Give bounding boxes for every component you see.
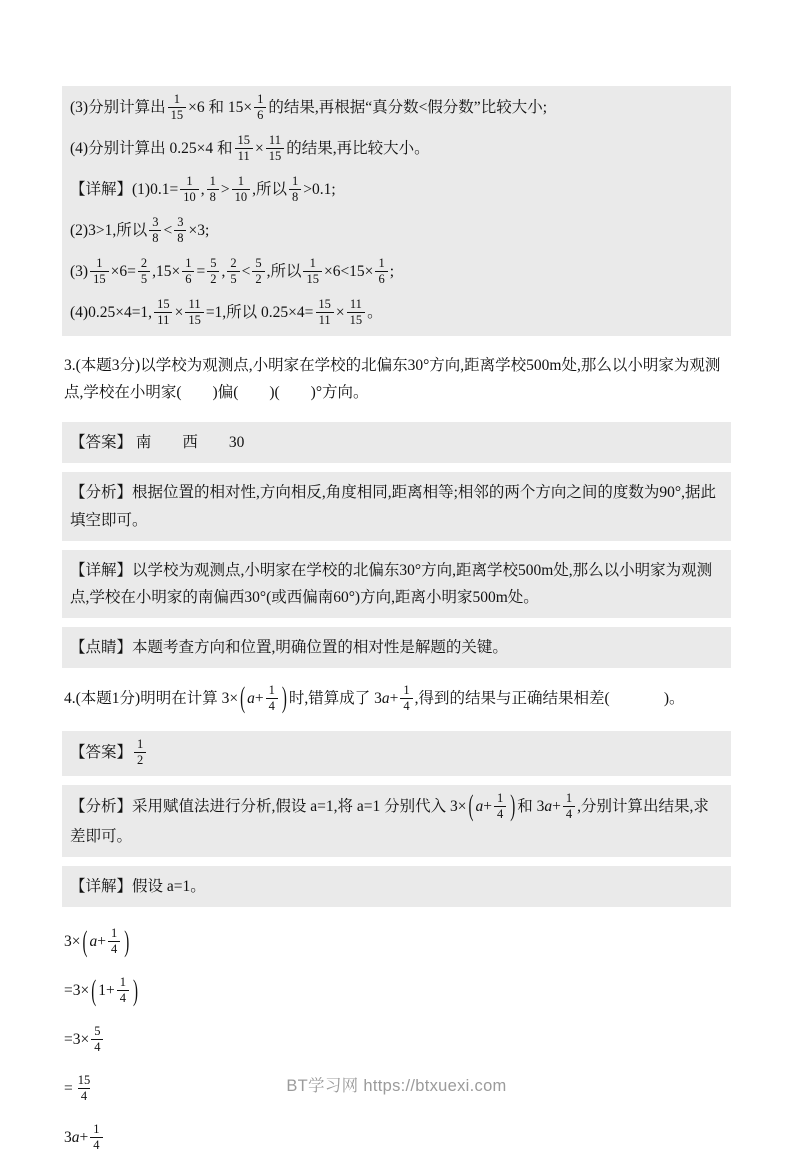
text-line: 【答案】 $\frac{1}{2}$ (68, 733, 725, 774)
question-4-analysis (62, 785, 731, 857)
fraction: $\frac{2}{5}$ (227, 256, 239, 287)
fraction: $\frac{1}{8}$ (207, 174, 219, 205)
fraction: $\frac{1}{15}$ (90, 256, 109, 287)
right-paren: ) (281, 683, 287, 716)
question-4-working (62, 916, 731, 1165)
fraction: $\frac{15}{11}$ (315, 297, 334, 328)
question-4-statement (62, 677, 731, 722)
fraction: $\frac{15}{11}$ (234, 133, 253, 164)
fraction: $\frac{1}{10}$ (232, 174, 251, 205)
math-variable: a (89, 933, 98, 951)
fraction: $\frac{1}{2}$ (134, 737, 146, 768)
fraction: $\frac{1}{15}$ (303, 256, 322, 287)
math-variable: a (475, 798, 484, 816)
left-paren: ( (91, 975, 97, 1008)
fraction: $\frac{11}{15}$ (266, 133, 285, 164)
fraction: $\frac{3}{8}$ (149, 215, 161, 246)
fraction: $\frac{1}{4}$ (494, 791, 506, 822)
fraction: $\frac{1}{4}$ (117, 975, 129, 1006)
fraction: $\frac{11}{15}$ (347, 297, 366, 328)
text-line: = $\frac{15}{4}$ (62, 1065, 731, 1114)
math-variable: a (71, 1129, 80, 1147)
right-paren: ) (124, 926, 130, 959)
left-paren: ( (82, 926, 88, 959)
question-4-explanation (62, 866, 731, 907)
fraction: $\frac{1}{15}$ (168, 92, 187, 123)
fraction: $\frac{1}{10}$ (180, 174, 199, 205)
fraction: $\frac{15}{11}$ (154, 297, 173, 328)
right-paren: ) (510, 791, 516, 824)
question-3-keypoint (62, 627, 731, 668)
fraction: $\frac{2}{5}$ (138, 256, 150, 287)
fraction: $\frac{1}{4}$ (400, 683, 412, 714)
question-4-answer (62, 731, 731, 776)
text-line: (3)分别计算出 $\frac{1}{15}$ ×6 和 15× $\frac{1}{6}$ 的结果,再根据“真分数<假分数”比较大小; (70, 92, 547, 122)
document-body (62, 86, 731, 1165)
fraction: $\frac{11}{15}$ (185, 297, 204, 328)
fraction: $\frac{1}{4}$ (90, 1122, 102, 1153)
text-line: (4)分别计算出 0.25×4 和 $\frac{15}{11}$ × $\frac{11}{15}$ 的结果,再比较大小。 (70, 133, 430, 163)
fraction: $\frac{5}{2}$ (252, 256, 264, 287)
text-line: 【详解】以学校为观测点,小明家在学校的北偏东30°方向,距离学校500m处,那么以小明家为观测点,学校在小明家的南偏西30°(或西偏南60°)方向,距离小明家500m处。 (70, 561, 713, 606)
fraction: $\frac{1}{6}$ (182, 256, 194, 287)
math-variable: a (247, 690, 255, 708)
text-line: 【点睛】本题考查方向和位置,明确位置的相对性是解题的关键。 (70, 638, 508, 656)
math-variable: a (544, 798, 553, 816)
question-3-statement (62, 345, 731, 413)
text-line: (2)3>1,所以 $\frac{3}{8}$ < $\frac{3}{8}$ ×3; (70, 215, 210, 245)
text-line: 【详解】假设 a=1。 (70, 878, 206, 896)
left-paren: ( (240, 683, 246, 716)
solution-block-question2 (62, 86, 731, 336)
fraction: $\frac{1}{4}$ (108, 926, 120, 957)
fraction: $\frac{1}{6}$ (375, 256, 387, 287)
fraction: $\frac{1}{8}$ (289, 174, 301, 205)
question-3-analysis (62, 472, 731, 540)
text-line: 3.(本题3分)以学校为观测点,小明家在学校的北偏东30°方向,距离学校500m处,那么以小明家为观测点,学校在小明家( )偏( )( )°方向。 (64, 357, 721, 402)
question-3-answer (62, 422, 731, 463)
left-paren: ( (468, 791, 474, 824)
math-variable: a (381, 690, 390, 708)
fraction: $\frac{1}{4}$ (266, 683, 278, 714)
text-line: 3× ( a+ $\frac{1}{4}$ ) (62, 918, 731, 967)
fraction: $\frac{5}{4}$ (91, 1024, 103, 1055)
fraction: $\frac{5}{2}$ (207, 256, 219, 287)
text-line: 3a+ $\frac{1}{4}$ (62, 1114, 731, 1163)
text-line: =3× ( 1+ $\frac{1}{4}$ ) (62, 967, 731, 1016)
fraction: $\frac{3}{8}$ (174, 215, 186, 246)
text-line: (4)0.25×4=1, $\frac{15}{11}$ × $\frac{11}{15}$ =1,所以 0.25×4= $\frac{15}{11}$ × $\frac{11}{15}$ 。 (70, 297, 383, 327)
page-footer: BT学习网 https://btxuexi.com (286, 1077, 507, 1095)
text-line: 4.(本题1分)明明在计算 3× ( a+ $\frac{1}{4}$ ) 时,错算成了 3a+ $\frac{1}{4}$ ,得到的结果与正确结果相差( )。 (62, 679, 731, 720)
text-line: 【分析】根据位置的相对性,方向相反,角度相同,距离相等;相邻的两个方向之间的度数为90°,据此填空即可。 (70, 484, 717, 529)
right-paren: ) (132, 975, 138, 1008)
text-line: 【详解】(1)0.1= $\frac{1}{10}$ , $\frac{1}{8}$ > $\frac{1}{10}$ ,所以 $\frac{1}{8}$ >0.1; (70, 174, 336, 204)
fraction: $\frac{1}{6}$ (254, 92, 266, 123)
text-line: 【分析】采用赋值法进行分析,假设 a=1,将 a=1 分别代入 3× ( a+ $\frac{1}{4}$ ) 和 3a+ $\frac{1}{4}$ ,分别计算出结果,求差即可。 (68, 787, 725, 855)
text-line: =3× $\frac{5}{4}$ (62, 1016, 731, 1065)
fraction: $\frac{1}{4}$ (563, 791, 575, 822)
text-line: 【答案】 南 西 30 (70, 434, 245, 452)
question-3-explanation (62, 550, 731, 618)
text-line: (3) $\frac{1}{15}$ ×6= $\frac{2}{5}$ ,15× $\frac{1}{6}$ = $\frac{5}{2}$ , $\frac{2}{5}$ < $\frac{5}{2}$ ,所以 $\frac{1}{15}$ ×6<15× $\frac{1}{6}$ ; (70, 256, 394, 286)
fraction: $\frac{15}{4}$ (77, 1073, 91, 1104)
